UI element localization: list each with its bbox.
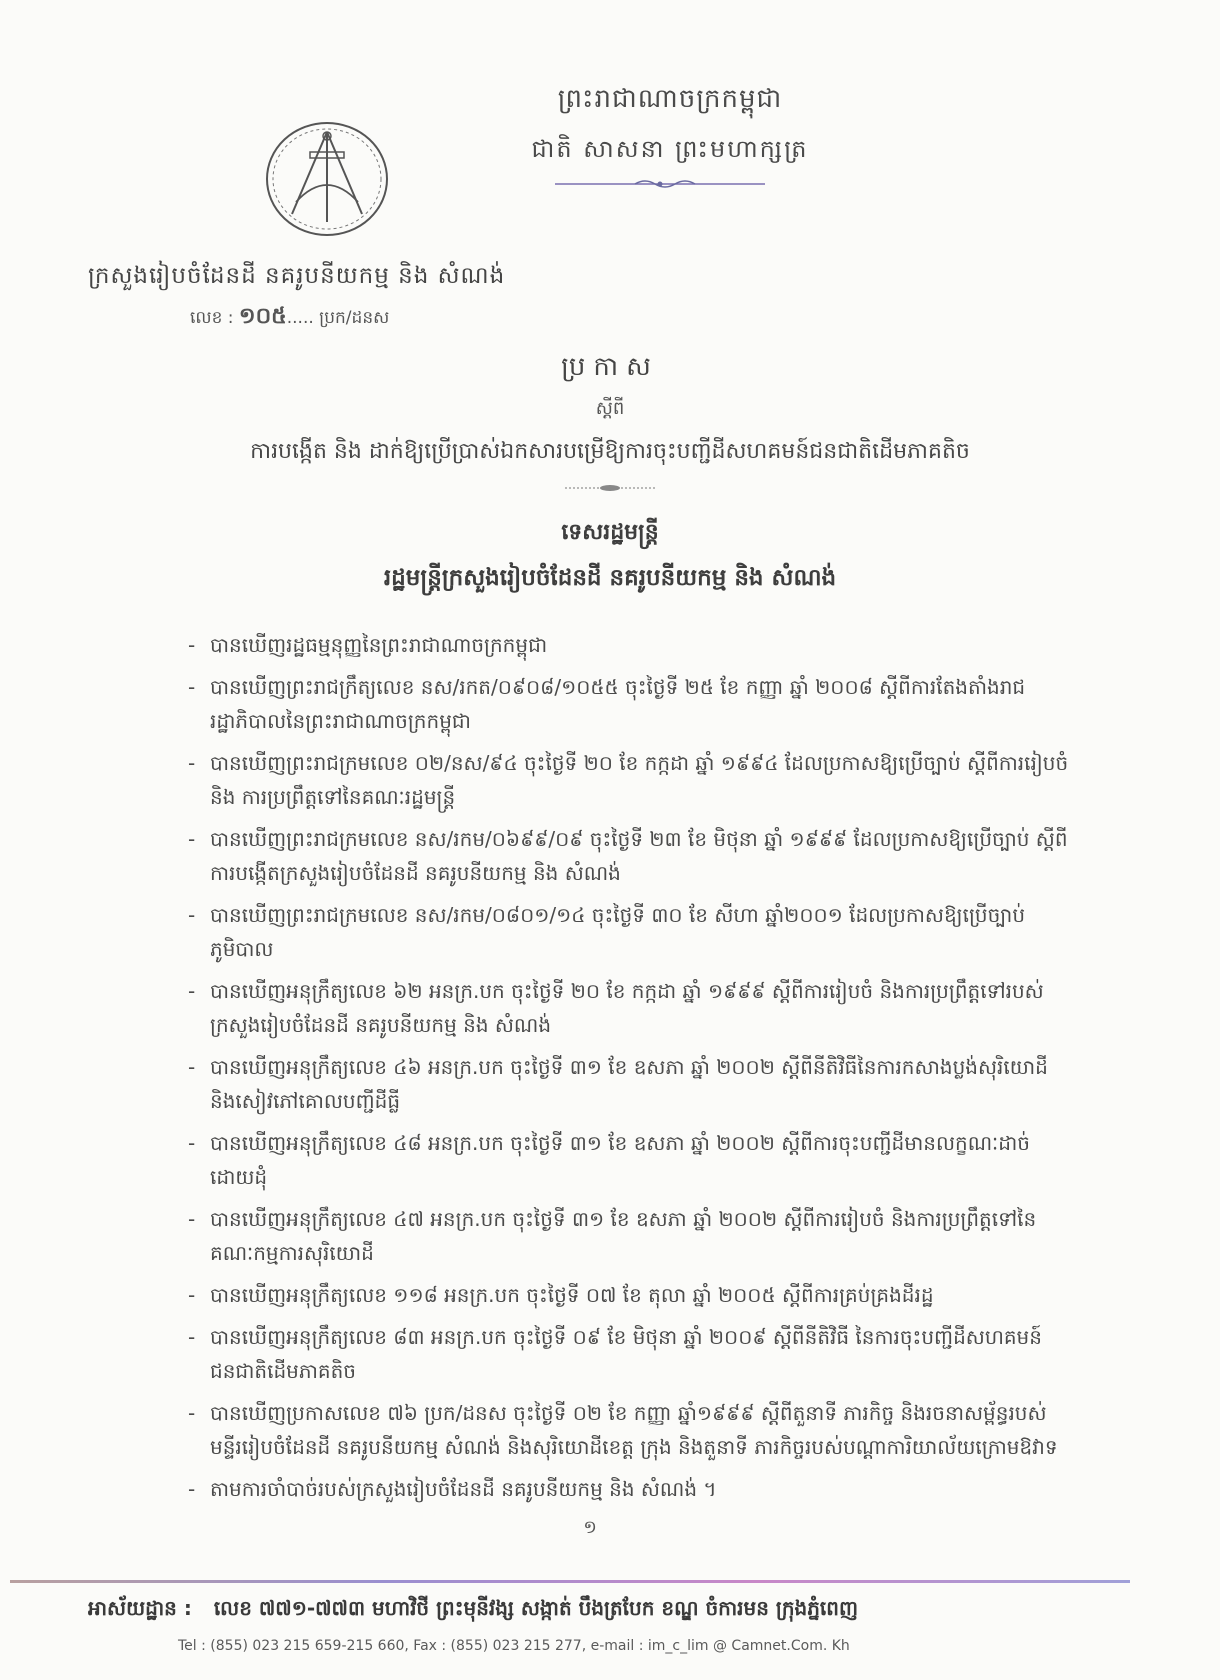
- document-subject: ការបង្កើត និង ដាក់ឱ្យប្រើប្រាស់ឯកសារបម្រើឱ្យការចុះបញ្ជីដីសហគមន៍ជនជាតិដើមភាគតិច: [250, 439, 970, 464]
- authority-heading: ទេសរដ្ឋមន្ត្រី: [561, 520, 659, 545]
- ministry-name: ក្រសួងរៀបចំដែនដី នគរូបនីយកម្ម និង សំណង់: [88, 263, 506, 289]
- preamble-clause: - តាមការចាំបាច់របស់ក្រសួងរៀបចំដែនដី នគរូបនីយកម្ម និង សំណង់ ។: [188, 1472, 1078, 1506]
- footer-contact: Tel : (855) 023 215 659-215 660, Fax : (855) 023 215 277, e-mail : im_c_lim @ Camnet.Com. Kh: [178, 1638, 850, 1654]
- subject-divider: [565, 484, 655, 492]
- about-label: ស្តីពី: [595, 398, 625, 419]
- preamble-clause: - បានឃើញប្រកាសលេខ ៧៦ ប្រក/ដនស ចុះថ្ងៃទី ០២ ខែ កញ្ញា ឆ្នាំ១៩៩៩ ស្តីពីតួនាទី ភារកិច្ច និងរចនាសម្ព័ន្ធរបស់មន្ទីររៀបចំដែនដី នគរូបនីយកម្ម សំណង់ និងសុរិយោដីខេត្ត ក្រុង និងតួនាទី ភារកិច្ចរបស់បណ្តាការិយាល័យក្រោមឱវាទ: [188, 1396, 1078, 1464]
- preamble-clause: - បានឃើញអនុក្រឹត្យលេខ ៤៦ អនក្រ.បក ចុះថ្ងៃទី ៣១ ខែ ឧសភា ឆ្នាំ ២០០២ ស្តីពីនីតិវិធីនៃការកសាងប្លង់សុរិយោដី និងសៀវភៅគោលបញ្ជីដីធ្លី: [188, 1050, 1078, 1118]
- preamble-clause: - បានឃើញអនុក្រឹត្យលេខ ៤៧ អនក្រ.បក ចុះថ្ងៃទី ៣១ ខែ ឧសភា ឆ្នាំ ២០០២ ស្តីពីការរៀបចំ និងការប្រព្រឹត្តទៅនៃគណៈកម្មការសុរិយោដី: [188, 1202, 1078, 1270]
- reference-value: ១០៥: [238, 304, 287, 329]
- reference-prefix: លេខ :: [190, 308, 234, 328]
- preamble-clause: - បានឃើញព្រះរាជក្រមលេខ ០២/នស/៩៤ ចុះថ្ងៃទី ២០ ខែ កក្កដា ឆ្នាំ ១៩៩៤ ដែលប្រកាសឱ្យប្រើច្បាប់ ស្តីពីការរៀបចំ និង ការប្រព្រឹត្តទៅនៃគណៈរដ្ឋមន្ត្រី: [188, 746, 1078, 814]
- kingdom-header: [520, 82, 820, 169]
- footer-divider: [10, 1580, 1130, 1583]
- preamble-clause: - បានឃើញអនុក្រឹត្យលេខ ៨៣ អនក្រ.បក ចុះថ្ងៃទី ០៩ ខែ មិថុនា ឆ្នាំ ២០០៩ ស្តីពីនីតិវិធី នៃការចុះបញ្ជីដីសហគមន៍ជនជាតិដើមភាគតិច: [188, 1320, 1078, 1388]
- address-text: លេខ ៧៧១-៧៧៣ មហាវិថី ព្រះមុនីវង្ស សង្កាត់ បឹងត្របែក ខណ្ឌ ចំការមន ក្រុងភ្នំពេញ: [213, 1596, 859, 1620]
- ornament-divider: [555, 178, 765, 190]
- preamble-clause: - បានឃើញរដ្ឋធម្មនុញ្ញនៃព្រះរាជាណាចក្រកម្ពុជា: [188, 628, 1078, 662]
- preamble-clause: - បានឃើញអនុក្រឹត្យលេខ ១១៨ អនក្រ.បក ចុះថ្ងៃទី ០៧ ខែ តុលា ឆ្នាំ ២០០៥ ស្តីពីការគ្រប់គ្រងដីរដ្ឋ: [188, 1278, 1078, 1312]
- preamble-clause: - បានឃើញព្រះរាជក្រឹត្យលេខ នស/រកត/០៩០៨/១០៥៥ ចុះថ្ងៃទី ២៥ ខែ កញ្ញា ឆ្នាំ ២០០៨ ស្តីពីការតែងតាំងរាជរដ្ឋាភិបាលនៃព្រះរាជាណាចក្រកម្ពុជា: [188, 670, 1078, 738]
- preamble-clause: - បានឃើញព្រះរាជក្រមលេខ នស/រកម/០៨០១/១៤ ចុះថ្ងៃទី ៣០ ខែ សីហា ឆ្នាំ២០០១ ដែលប្រកាសឱ្យប្រើច្បាប់ភូមិបាល: [188, 898, 1078, 966]
- minister-heading: រដ្ឋមន្ត្រីក្រសួងរៀបចំដែនដី នគរូបនីយកម្ម និង សំណង់: [383, 565, 837, 591]
- page-number: ១: [583, 1517, 597, 1538]
- preamble-clauses: [188, 628, 1078, 1514]
- kingdom-title: ព្រះរាជាណាចក្រកម្ពុជា: [557, 84, 783, 114]
- preamble-clause: - បានឃើញអនុក្រឹត្យលេខ ៦២ អនក្រ.បក ចុះថ្ងៃទី ២០ ខែ កក្កដា ឆ្នាំ ១៩៩៩ ស្តីពីការរៀបចំ និងការប្រព្រឹត្តទៅរបស់ក្រសួងរៀបចំដែនដី នគរូបនីយកម្ម និង សំណង់: [188, 974, 1078, 1042]
- national-motto: ជាតិ សាសនា ព្រះមហាក្សត្រ: [531, 135, 809, 163]
- preamble-clause: - បានឃើញព្រះរាជក្រមលេខ នស/រកម/០៦៩៩/០៩ ចុះថ្ងៃទី ២៣ ខែ មិថុនា ឆ្នាំ ១៩៩៩ ដែលប្រកាសឱ្យប្រើច្បាប់ ស្តីពីការបង្កើតក្រសួងរៀបចំដែនដី នគរូបនីយកម្ម និង សំណង់: [188, 822, 1078, 890]
- preamble-clause: - បានឃើញអនុក្រឹត្យលេខ ៤៨ អនក្រ.បក ចុះថ្ងៃទី ៣១ ខែ ឧសភា ឆ្នាំ ២០០២ ស្តីពីការចុះបញ្ជីដីមានលក្ខណៈដាច់ដោយដុំ: [188, 1126, 1078, 1194]
- footer-address: [88, 1595, 858, 1625]
- reference-number: [190, 302, 389, 334]
- reference-suffix: ..... ប្រក/ដនស: [286, 308, 390, 328]
- ministry-seal-icon: [262, 118, 392, 240]
- address-label: អាស័យដ្ឋាន :: [88, 1596, 192, 1620]
- document-title: ប្រកាស: [561, 352, 659, 382]
